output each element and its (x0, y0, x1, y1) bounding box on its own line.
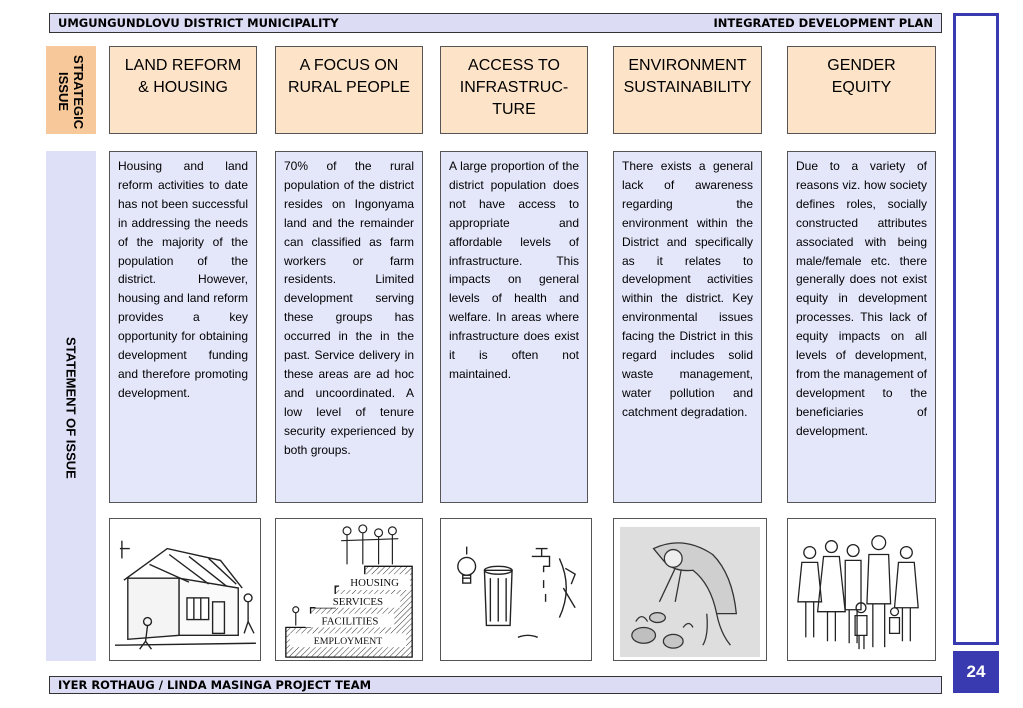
heading-land-reform: LAND REFORM & HOUSING (109, 46, 257, 134)
footer-project-team: IYER ROTHAUG / LINDA MASINGA PROJECT TEAM (58, 678, 372, 692)
svg-text:SERVICES: SERVICES (332, 595, 384, 608)
statement-land-reform: Housing and land reform activities to date has not been successful in addressing the needs of the majority of the population of the district. However, housing and land reform provides a key opportunity for obtaining development funding and therefore promoting development. (109, 151, 257, 503)
rural-services-staircase-illustration (275, 518, 423, 661)
right-side-frame (953, 13, 999, 645)
svg-text:HOUSING: HOUSING (350, 577, 400, 590)
header-bar (49, 13, 942, 33)
statement-of-issue-label: STATEMENT OF ISSUE (46, 151, 96, 661)
group-of-people-illustration (787, 518, 936, 661)
statement-environment: There exists a general lack of awareness regarding the environment within the District and specifically as it relates to development activities within the district. Key environmental issues facing the District in this regard includes solid waste management, water pollution and catchment degradation. (613, 151, 762, 503)
statement-infrastructure: A large proportion of the district population does not have access to appropriate and affordable levels of infrastructure. This impacts on general levels of health and welfare. In areas where infrastructure does exist it is often not maintained. (440, 151, 588, 503)
svg-text:FACILITIES: FACILITIES (321, 615, 379, 628)
statement-rural-people: 70% of the rural population of the district resides on Ingonyama land and the remainder can classified as farm workers or farm residents. Limited development serving these groups has occurred in the in the past. Service delivery in these areas are ad hoc and uncoordinated. A low level of tenure security experienced by both groups. (275, 151, 423, 503)
heading-rural-people: A FOCUS ON RURAL PEOPLE (275, 46, 423, 134)
header-plan-title: INTEGRATED DEVELOPMENT PLAN (713, 16, 933, 30)
heading-gender-equity: GENDER EQUITY (787, 46, 936, 134)
strategic-issue-label: STRATEGIC ISSUE (46, 46, 96, 134)
woman-gardening-illustration (613, 518, 767, 661)
infrastructure-icons-illustration (440, 518, 592, 661)
page-number: 24 (953, 651, 999, 693)
svg-text:EMPLOYMENT: EMPLOYMENT (313, 636, 383, 648)
heading-environment: ENVIRONMENT SUSTAINABILITY (613, 46, 762, 134)
footer-bar (49, 676, 942, 694)
statement-gender-equity: Due to a variety of reasons viz. how society defines roles, socially constructed attributes associated with being male/female etc. there generally does not exist equity in development processes. This lack of equity impacts on all levels of development, from the management of development to the beneficiaries of development. (787, 151, 936, 503)
header-municipality: UMGUNGUNDLOVU DISTRICT MUNICIPALITY (58, 16, 339, 30)
heading-infrastructure: ACCESS TO INFRASTRUC- TURE (440, 46, 588, 134)
house-construction-illustration (109, 518, 261, 661)
